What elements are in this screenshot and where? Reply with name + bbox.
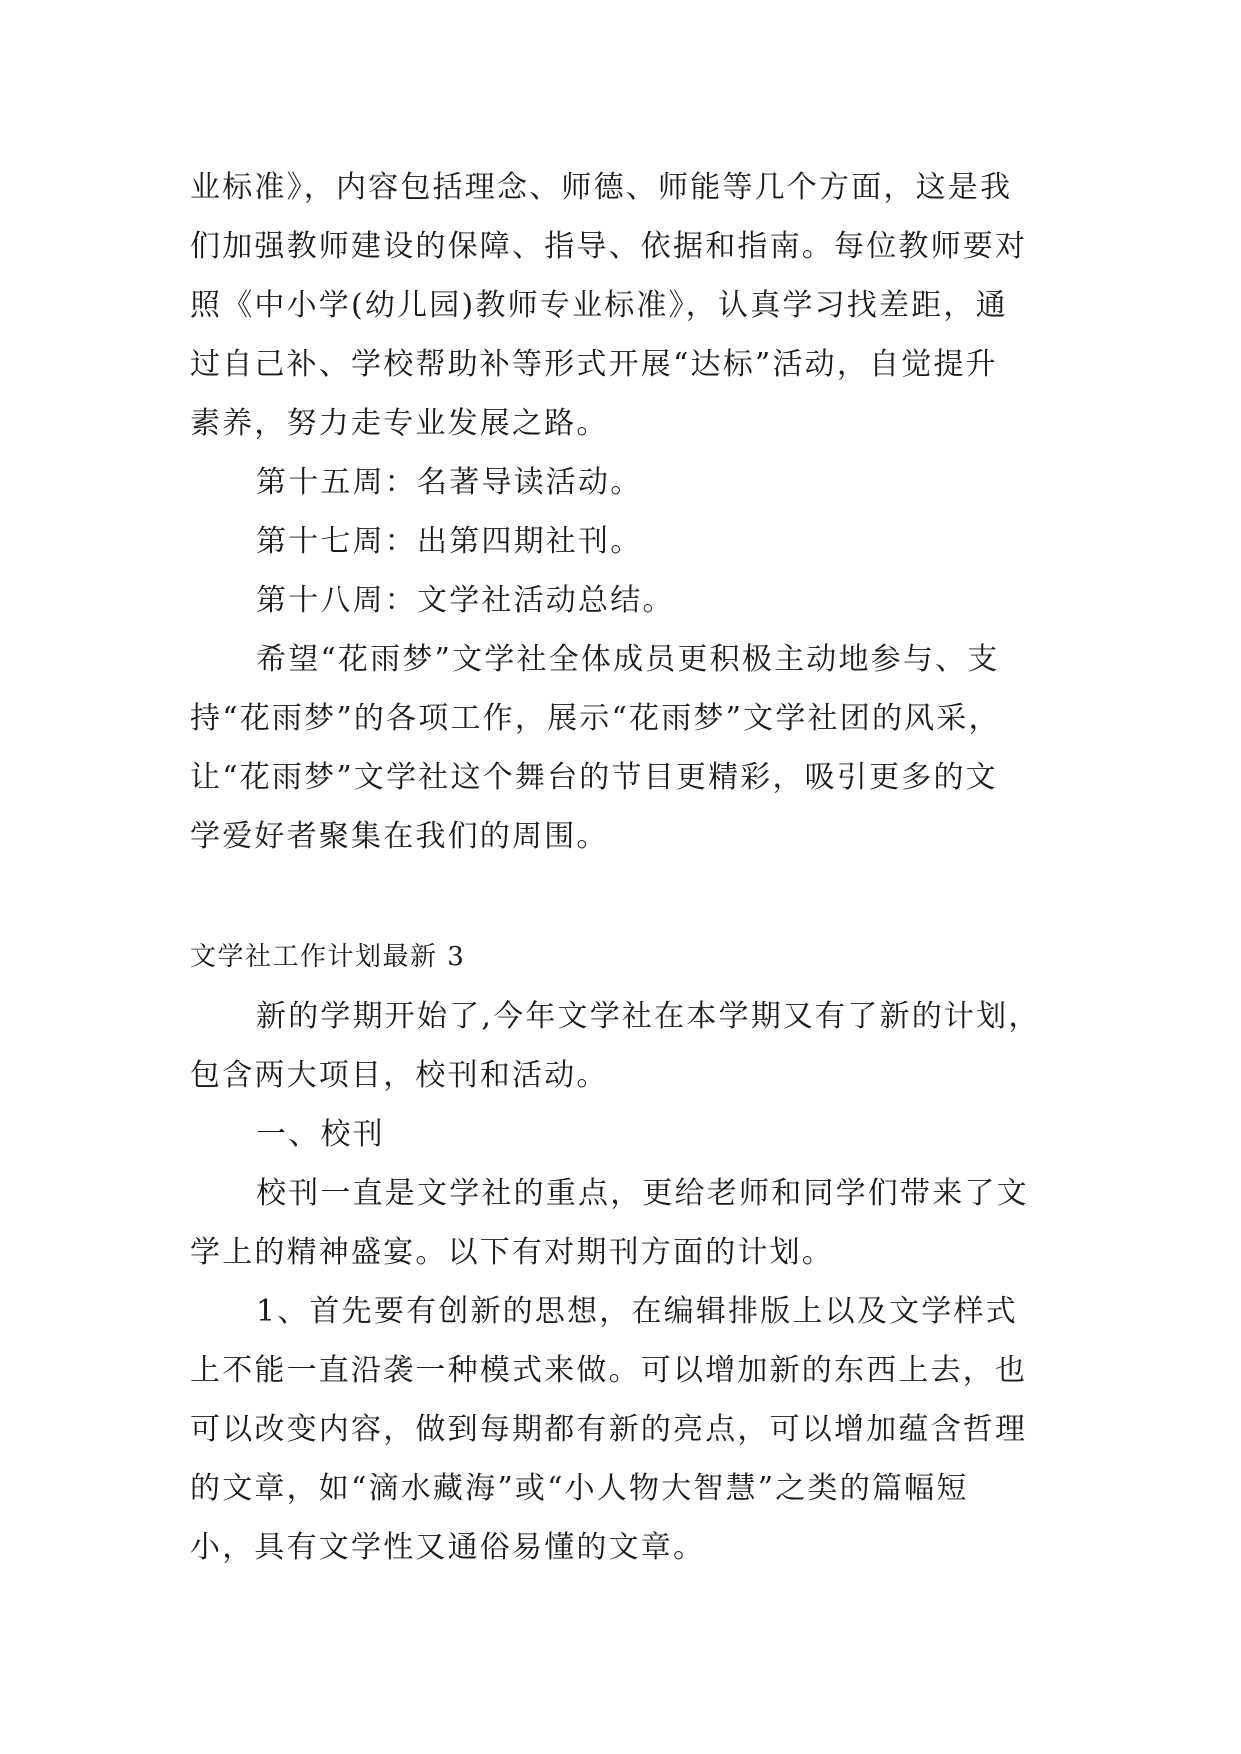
section-spacer	[190, 866, 1052, 928]
paragraph-line: 照《中小学(幼儿园)教师专业标准》，认真学习找差距，通	[190, 288, 1008, 323]
document-body	[190, 158, 1052, 1577]
schedule-item: 第十七周：出第四期社刊。	[256, 524, 643, 559]
paragraph-line: 学爱好者聚集在我们的周围。	[190, 819, 609, 854]
paragraph-line: 新的学期开始了,今年文学社在本学期又有了新的计划，	[256, 999, 1041, 1034]
paragraph-line: 1、首先要有创新的思想，在编辑排版上以及文学样式	[256, 1294, 1018, 1329]
paragraph-line: 包含两大项目，校刊和活动。	[190, 1058, 609, 1093]
paragraph-line: 过自己补、学校帮助补等形式开展“达标”活动，自觉提升	[190, 347, 998, 382]
paragraph-line: 业标准》，内容包括理念、师德、师能等几个方面，这是我	[190, 170, 1013, 205]
paragraph-line: 小，具有文学性又通俗易懂的文章。	[190, 1530, 706, 1565]
paragraph-line: 的文章，如“滴水藏海”或“小人物大智慧”之类的篇幅短	[190, 1471, 969, 1506]
schedule-item: 第十五周：名著导读活动。	[256, 465, 643, 500]
paragraph-line: 可以改变内容，做到每期都有新的亮点，可以增加蕴含哲理	[190, 1412, 1028, 1447]
subheading: 一、校刊	[256, 1117, 385, 1152]
paragraph-line: 上不能一直沿袭一种模式来做。可以增加新的东西上去，也	[190, 1353, 1028, 1388]
paragraph-line: 学上的精神盛宴。以下有对期刊方面的计划。	[190, 1235, 834, 1270]
paragraph-line: 持“花雨梦”的各项工作，展示“花雨梦”文学社团的风采，	[190, 701, 1001, 736]
paragraph-line: 校刊一直是文学社的重点，更给老师和同学们带来了文	[256, 1176, 1029, 1211]
section-title: 文学社工作计划最新 3	[190, 942, 466, 972]
paragraph-line: 们加强教师建设的保障、指导、依据和指南。每位教师要对	[190, 229, 1028, 264]
paragraph-line: 素养，努力走专业发展之路。	[190, 406, 609, 441]
schedule-item: 第十八周：文学社活动总结。	[256, 583, 675, 618]
paragraph-line: 希望“花雨梦”文学社全体成员更积极主动地参与、支	[256, 642, 1000, 677]
paragraph-line: 让“花雨梦”文学社这个舞台的节目更精彩，吸引更多的文	[190, 760, 998, 795]
